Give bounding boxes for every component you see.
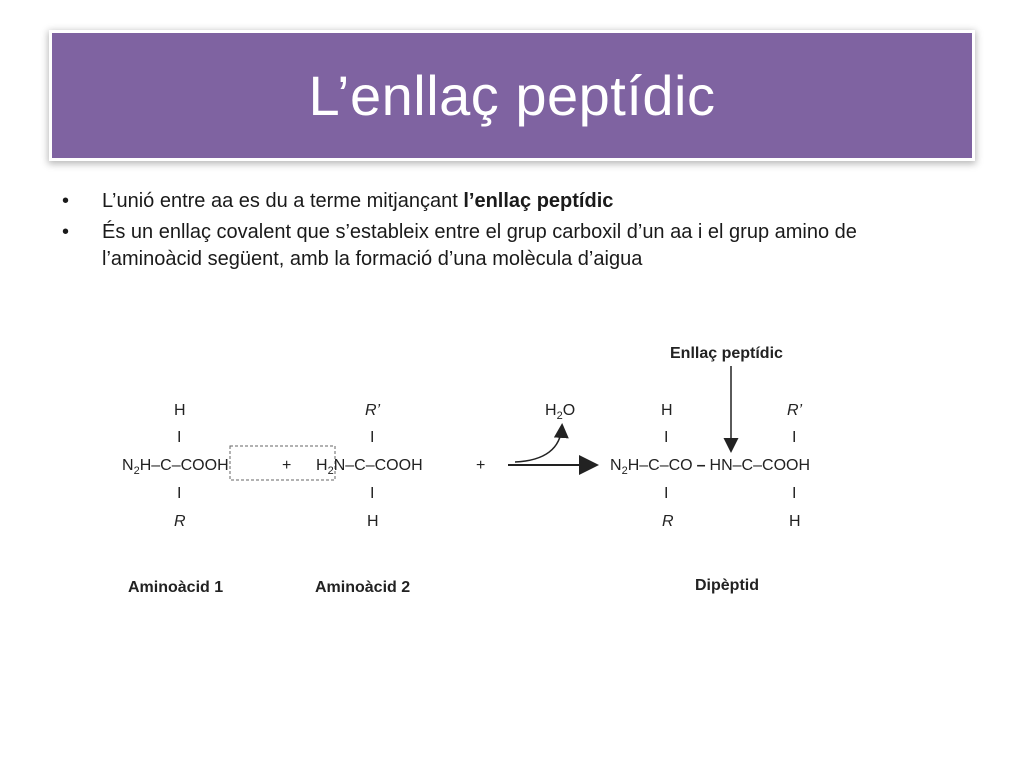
- dipeptide-bottom-bond-1: I: [664, 485, 669, 502]
- dipeptide-bottom-atom-1: R: [662, 513, 674, 530]
- water-release-arrow: [515, 426, 562, 462]
- dipeptide: [610, 345, 810, 594]
- bullet-text: És un enllaç covalent que s’estableix entre el grup carboxil d’un aa i el grup amino de l’aminoàcid següent, amb la formació d’una molècula d’aigua: [102, 221, 857, 270]
- dipeptide-bottom-bond-2: I: [792, 485, 797, 502]
- bullet-list: [62, 188, 962, 277]
- aa1-top-bond: I: [177, 429, 182, 446]
- dipeptide-top-atom-2: R’: [787, 402, 803, 419]
- aa2-bottom-atom: H: [367, 513, 379, 530]
- slide-title: L’enllaç peptídic: [308, 64, 716, 127]
- aminoacid-1: [122, 402, 229, 596]
- aa1-formula: $N_2H-C$–COOH: [122, 457, 229, 477]
- aminoacid-2: [315, 402, 423, 596]
- peptide-bond-label: Enllaç peptídic: [670, 345, 783, 362]
- bullet-text-plain: L’unió entre aa es du a terme mitjançant: [102, 190, 464, 212]
- bullet-item-2: [62, 219, 962, 273]
- aa2-bottom-bond: I: [370, 485, 375, 502]
- bullet-text: [102, 188, 962, 215]
- plus-sign-2: +: [476, 457, 486, 474]
- reaction-figure: [90, 330, 910, 620]
- bullet-symbol: •: [62, 190, 70, 212]
- bullet-symbol: •: [62, 221, 70, 243]
- aa2-top-atom: R’: [365, 402, 381, 419]
- bullet-item-1: [62, 188, 962, 215]
- aa1-label: Aminoàcid 1: [128, 579, 224, 596]
- aa1-bottom-bond: I: [177, 485, 182, 502]
- peptide-bond-diagram: [90, 330, 910, 620]
- aa1-bottom-atom: R: [174, 513, 186, 530]
- dipeptide-label: Dipèptid: [695, 577, 759, 594]
- aa2-label: Aminoàcid 2: [315, 579, 411, 596]
- title-banner: [52, 33, 972, 158]
- aa2-formula: $H_2N-C$–COOH: [316, 457, 423, 477]
- dipeptide-top-bond-1: I: [664, 429, 669, 446]
- dipeptide-top-bond-2: I: [792, 429, 797, 446]
- dipeptide-top-atom-1: H: [661, 402, 673, 419]
- water-formula: $H_2O$: [545, 402, 576, 422]
- plus-sign-1: +: [282, 457, 292, 474]
- aa1-top-atom: H: [174, 402, 186, 419]
- dipeptide-formula: $N_2H-C-CO$ – HN–C–COOH: [610, 457, 811, 477]
- dipeptide-bottom-atom-2: H: [789, 513, 801, 530]
- aa2-top-bond: I: [370, 429, 375, 446]
- bullet-text-bold: l’enllaç peptídic: [463, 190, 614, 212]
